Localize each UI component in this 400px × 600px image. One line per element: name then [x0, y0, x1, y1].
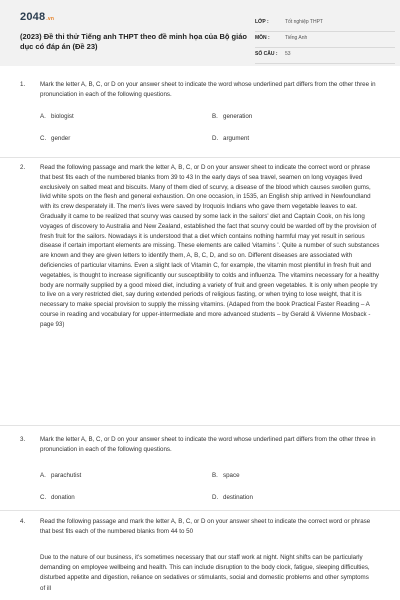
- page-title: (2023) Đề thi thử Tiếng anh THPT theo đề minh họa của Bộ giáo dục có đáp án (Đề 23): [20, 32, 247, 51]
- meta-row-subject: [255, 32, 395, 48]
- option-letter: A.: [40, 472, 46, 479]
- question-1: [20, 80, 380, 100]
- logo-suffix: .vn: [46, 16, 55, 22]
- divider: [0, 425, 400, 426]
- option-letter: C.: [40, 135, 47, 142]
- option-text: parachutist: [51, 472, 82, 479]
- meta-key: LỚP :: [255, 19, 269, 25]
- meta-row-class: [255, 16, 395, 32]
- meta-value: 53: [285, 51, 291, 57]
- option-a[interactable]: [40, 113, 74, 120]
- question-text: Read the following passage and mark the letter A, B, C, or D on your answer sheet to indicate the correct word or phrase that best fits each of the numbered blanks from 44 to 50: [40, 518, 371, 535]
- option-letter: C.: [40, 494, 47, 501]
- question-text: Read the following passage and mark the letter A, B, C, or D on your answer sheet to indicate the correct word or phrase that best fits each of the numbered blanks from 39 to 43 In the early days of sea travel, seamen on long voyages lived exclusively on salted meat and biscuits. Many of them died of scurvy, a disease of the blood which causes swollen gums, livid white spots on the flesh and general exhaustion. On one occasion, in 1535, an English ship arrived in Newfoundland with its crew desperately ill. The men's lives were saved by Iroquois Indians who gave them vegetable leaves to eat. Gradually it came to be realized that scurvy was caused by some lack in the sailors' diet and Captain Cook, on his long voyages of discovery to Australia and New Zealand, established the fact that scurvy could be warded off by the provision of fresh fruit for the sailors. Nowadays it is understood that a diet which contains nothing harmful may yet result in serious disease if certain important elements are missing. These elements are called 'vitamins '. Quite a number of such substances are known and they are given letters to identify them, A, B, C, D, and so on. Different diseases are associated with deficiencies of particular vitamins. Even a slight lack of Vitamin C, for example, the vitamin most plentiful in fresh fruit and vegetables, is thought to increase significantly our susceptibility to colds and influenza. The vitamins necessary for a healthy body are normally supplied by a good mixed diet, including a variety of fruit and green vegetables. It is only when people try to live on a very restricted diet, say during extended periods of religious fasting, or when trying to lose weight, that it is necessary to make special provision to supply the missing vitamins. (Adaped from the book Practical Faster Reading – A course in reading and vocabulary for upper-intermediate and more advanced students – by Gerald & Vivienne Mosback - page 93): [40, 164, 380, 328]
- option-d[interactable]: [212, 494, 253, 501]
- option-b[interactable]: [212, 113, 252, 120]
- meta-value: Tiếng Anh: [285, 35, 308, 41]
- meta-row-count: [255, 48, 395, 64]
- option-letter: A.: [40, 113, 46, 120]
- option-text: space: [223, 472, 240, 479]
- question-4: [20, 517, 380, 537]
- meta-value: Tốt nghiệp THPT: [285, 19, 323, 25]
- site-logo[interactable]: [20, 11, 54, 23]
- divider: [0, 510, 400, 511]
- option-text: biologist: [51, 113, 74, 120]
- option-a[interactable]: [40, 472, 81, 479]
- divider: [0, 157, 400, 158]
- question-text: Mark the letter A, B, C, or D on your answer sheet to indicate the word whose underlined part differs from the other three in pronunciation in each of the following questions.: [40, 81, 376, 98]
- exam-meta: [255, 16, 395, 64]
- meta-key: SỐ CÂU :: [255, 51, 278, 57]
- option-text: argument: [223, 135, 250, 142]
- option-letter: D.: [212, 135, 219, 142]
- option-letter: B.: [212, 113, 218, 120]
- question-number: 1.: [20, 81, 26, 88]
- option-text: gender: [51, 135, 71, 142]
- question-number: 4.: [20, 518, 26, 525]
- question-text: Mark the letter A, B, C, or D on your answer sheet to indicate the word whose underlined part differs from the other three in pronunciation in each of the following questions.: [40, 436, 376, 453]
- option-d[interactable]: [212, 135, 249, 142]
- option-text: generation: [223, 113, 253, 120]
- question-number: 2.: [20, 164, 26, 171]
- option-letter: B.: [212, 472, 218, 479]
- option-c[interactable]: [40, 494, 75, 501]
- question-number: 3.: [20, 436, 26, 443]
- option-b[interactable]: [212, 472, 240, 479]
- meta-key: MÔN :: [255, 35, 270, 41]
- question-3: [20, 435, 380, 455]
- option-text: destination: [223, 494, 253, 501]
- option-letter: D.: [212, 494, 219, 501]
- option-c[interactable]: [40, 135, 70, 142]
- reading-passage: Due to the nature of our business, it's sometimes necessary that our staff work at night. Night shifts can be particularly demanding on employee wellbeing and health. This can include disruption to the body clock, fatigue, sleeping difficulties, disturbed appetite and digestion, reliance on sedatives or stimulants, social and domestic problems and other symptoms of ill: [40, 554, 370, 592]
- question-2: [20, 163, 380, 330]
- header: [0, 0, 400, 66]
- logo-text: 2048: [20, 11, 46, 23]
- option-text: donation: [51, 494, 75, 501]
